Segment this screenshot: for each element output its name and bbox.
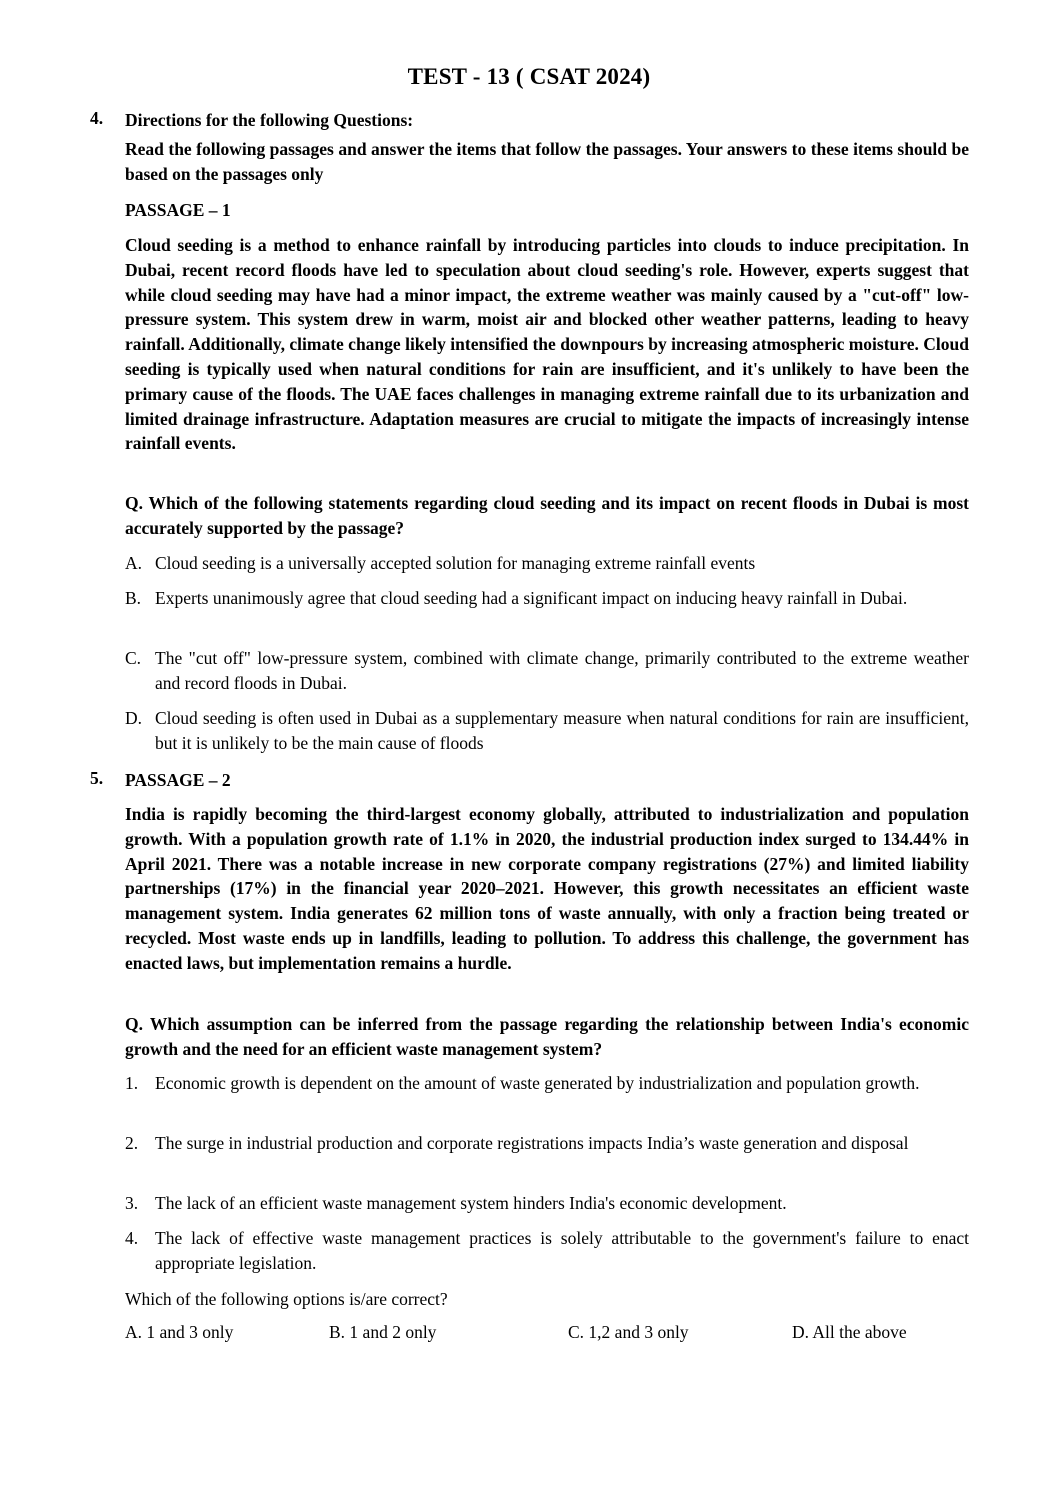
question-4-number: 4. <box>90 108 104 128</box>
choice-d[interactable]: D. All the above <box>792 1322 907 1342</box>
statement-1 <box>125 1071 969 1096</box>
question-4-text: Q. Which of the following statements regarding cloud seeding and its impact on recent floods in Dubai is most accurately supported by the passage? <box>125 493 969 538</box>
statement-3 <box>125 1191 969 1216</box>
option-d[interactable] <box>125 706 969 756</box>
option-text: Cloud seeding is often used in Dubai as a supplementary measure when natural conditions for rain are insufficient, but it is unlikely to be the main cause of floods <box>155 708 969 753</box>
passage-2-text: India is rapidly becoming the third-largest economy globally, attributed to industrialization and population growth. With a population growth rate of 1.1% in 2020, the industrial production index surged to 134.44% in April 2021. There was a notable increase in new corporate company registrations (27%) and limited liability partnerships (17%) in the financial year 2020–2021. However, this growth necessitates an efficient waste management system. India generates 62 million tons of waste annually, with only a fraction being treated or recycled. Most waste ends up in landfills, leading to pollution. To address this challenge, the government has enacted laws, but implementation remains a hurdle. <box>125 804 969 973</box>
option-c[interactable] <box>125 646 969 696</box>
statement-label: 4. <box>125 1228 139 1248</box>
statement-text: The lack of effective waste management practices is solely attributable to the government's failure to enact appropriate legislation. <box>155 1228 969 1273</box>
directions-heading: Directions for the following Questions: <box>125 110 414 130</box>
option-label: C. <box>125 648 142 668</box>
option-label: A. <box>125 553 143 573</box>
passage-1-heading: PASSAGE – 1 <box>125 200 231 220</box>
question-5-text: Q. Which assumption can be inferred from the passage regarding the relationship between India's economic growth and the need for an efficient waste management system? <box>125 1014 969 1059</box>
choice-a[interactable]: A. 1 and 3 only <box>125 1322 234 1342</box>
passage-2-heading: PASSAGE – 2 <box>125 770 231 790</box>
option-a[interactable] <box>125 551 969 576</box>
choice-c[interactable]: C. 1,2 and 3 only <box>568 1322 689 1342</box>
option-text: The "cut off" low-pressure system, combined with climate change, primarily contributed to the extreme weather and record floods in Dubai. <box>155 648 969 693</box>
statement-4 <box>125 1226 969 1276</box>
options-prompt: Which of the following options is/are correct? <box>125 1289 448 1309</box>
statement-label: 1. <box>125 1073 139 1093</box>
statement-label: 3. <box>125 1193 139 1213</box>
statement-text: The surge in industrial production and corporate registrations impacts India’s waste generation and disposal <box>155 1133 909 1153</box>
option-text: Experts unanimously agree that cloud seeding had a significant impact on inducing heavy rainfall in Dubai. <box>155 588 908 608</box>
statement-2 <box>125 1131 969 1156</box>
directions-text: Read the following passages and answer the items that follow the passages. Your answers to these items should be based on the passages only <box>125 139 969 184</box>
statement-text: Economic growth is dependent on the amount of waste generated by industrialization and population growth. <box>155 1073 920 1093</box>
choice-b[interactable]: B. 1 and 2 only <box>329 1322 437 1342</box>
option-label: B. <box>125 588 142 608</box>
statement-label: 2. <box>125 1133 139 1153</box>
passage-1-text: Cloud seeding is a method to enhance rainfall by introducing particles into clouds to induce precipitation. In Dubai, recent record floods have led to speculation about cloud seeding's role. However, experts suggest that while cloud seeding may have had a minor impact, the extreme weather was mainly caused by a "cut-off" low-pressure system. This system drew in warm, moist air and blocked other weather patterns, leading to heavy rainfall. Additionally, climate change likely intensified the downpours by increasing atmospheric moisture. Cloud seeding is typically used when natural conditions for rain are insufficient, and it's unlikely to have been the primary cause of the floods. The UAE faces challenges in managing extreme rainfall due to its urbanization and limited drainage infrastructure. Adaptation measures are crucial to mitigate the impacts of increasingly intense rainfall events. <box>125 235 969 454</box>
option-label: D. <box>125 708 143 728</box>
option-text: Cloud seeding is a universally accepted solution for managing extreme rainfall events <box>155 553 756 573</box>
question-5-number: 5. <box>90 768 104 788</box>
page-title: TEST - 13 ( CSAT 2024) <box>407 64 651 89</box>
option-b[interactable] <box>125 586 969 611</box>
statement-text: The lack of an efficient waste management system hinders India's economic development. <box>155 1193 787 1213</box>
